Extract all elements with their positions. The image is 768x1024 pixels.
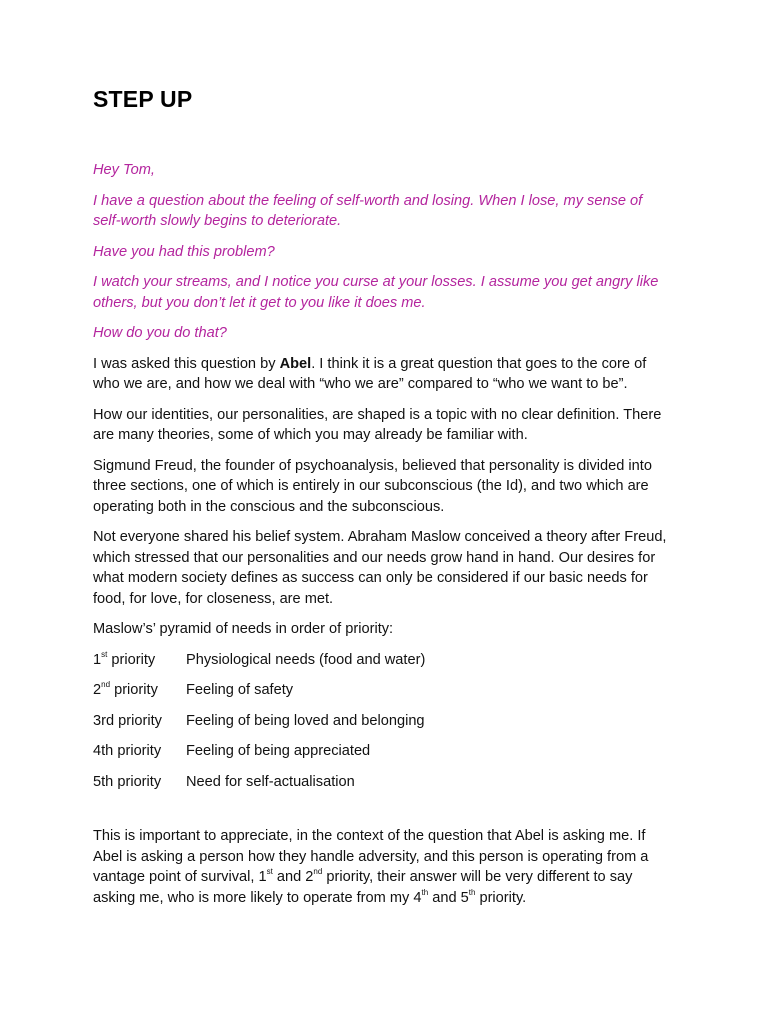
intro-text: I was asked this question by	[93, 355, 280, 372]
priority-row	[93, 650, 673, 671]
priority-label: 3rd priority	[93, 712, 162, 729]
pyramid-intro: Maslow’s’ pyramid of needs in order of priority:	[93, 621, 394, 637]
priority-need: Feeling of being loved and belonging	[186, 712, 425, 729]
priority-label: 5th priority	[93, 773, 162, 790]
question-greeting: Hey Tom,	[93, 162, 155, 178]
priority-need: Feeling of being appreciated	[186, 743, 371, 759]
priority-need: Need for self-actualisation	[186, 773, 355, 790]
body-paragraph: Sigmund Freud, the founder of psychoanalysis, believed that personality is divided into three sections, one of which is entirely in our subconscious (the Id), and two which are operating both in the conscious and the subconscious.	[93, 457, 652, 515]
priority-label: 4th priority	[93, 743, 162, 759]
asker-name: Abel	[279, 355, 312, 372]
priority-row	[93, 741, 673, 762]
priority-row	[93, 680, 673, 701]
intro-paragraph	[93, 354, 673, 395]
priority-need: Feeling of safety	[186, 682, 294, 698]
closing-paragraph: This is important to appreciate, in the context of the question that Abel is asking me. If Abel is asking a person how they handle adversity, and this person is operating from a vantage point of survival, 1st and 2nd priority, their answer will be very different to say asking me, who is more likely to operate from my 4th and 5th priority.	[93, 828, 649, 906]
page-title: STEP UP	[93, 86, 193, 112]
document-body	[93, 160, 673, 918]
question-paragraph: I watch your streams, and I notice you curse at your losses. I assume you get angry like others, but you don’t let it get to you like it does me.	[93, 274, 659, 311]
priority-row	[93, 772, 673, 793]
spacer	[93, 802, 673, 826]
priority-row	[93, 711, 673, 732]
intro-text: . I think it is a great question that goes to the core of who we are, and how we deal with “who we are” compared to “who we want to be”.	[93, 355, 647, 392]
body-paragraph: How our identities, our personalities, are shaped is a topic with no clear definition. There are many theories, some of which you may already be familiar with.	[93, 406, 662, 443]
priority-label: 2nd priority	[93, 680, 158, 698]
priority-label: 1st priority	[93, 649, 156, 668]
question-paragraph: I have a question about the feeling of self-worth and losing. When I lose, my sense of self-worth slowly begins to deteriorate.	[93, 192, 643, 229]
body-paragraph: Not everyone shared his belief system. Abraham Maslow conceived a theory after Freud, which stressed that our personalities and our needs grow hand in hand. Our desires for what modern society defines as success can only be considered if our basic needs for food, for love, for closeness, are met.	[93, 529, 667, 607]
question-paragraph: Have you had this problem?	[93, 243, 275, 260]
priority-need: Physiological needs (food and water)	[186, 651, 426, 668]
question-paragraph: How do you do that?	[93, 325, 227, 341]
